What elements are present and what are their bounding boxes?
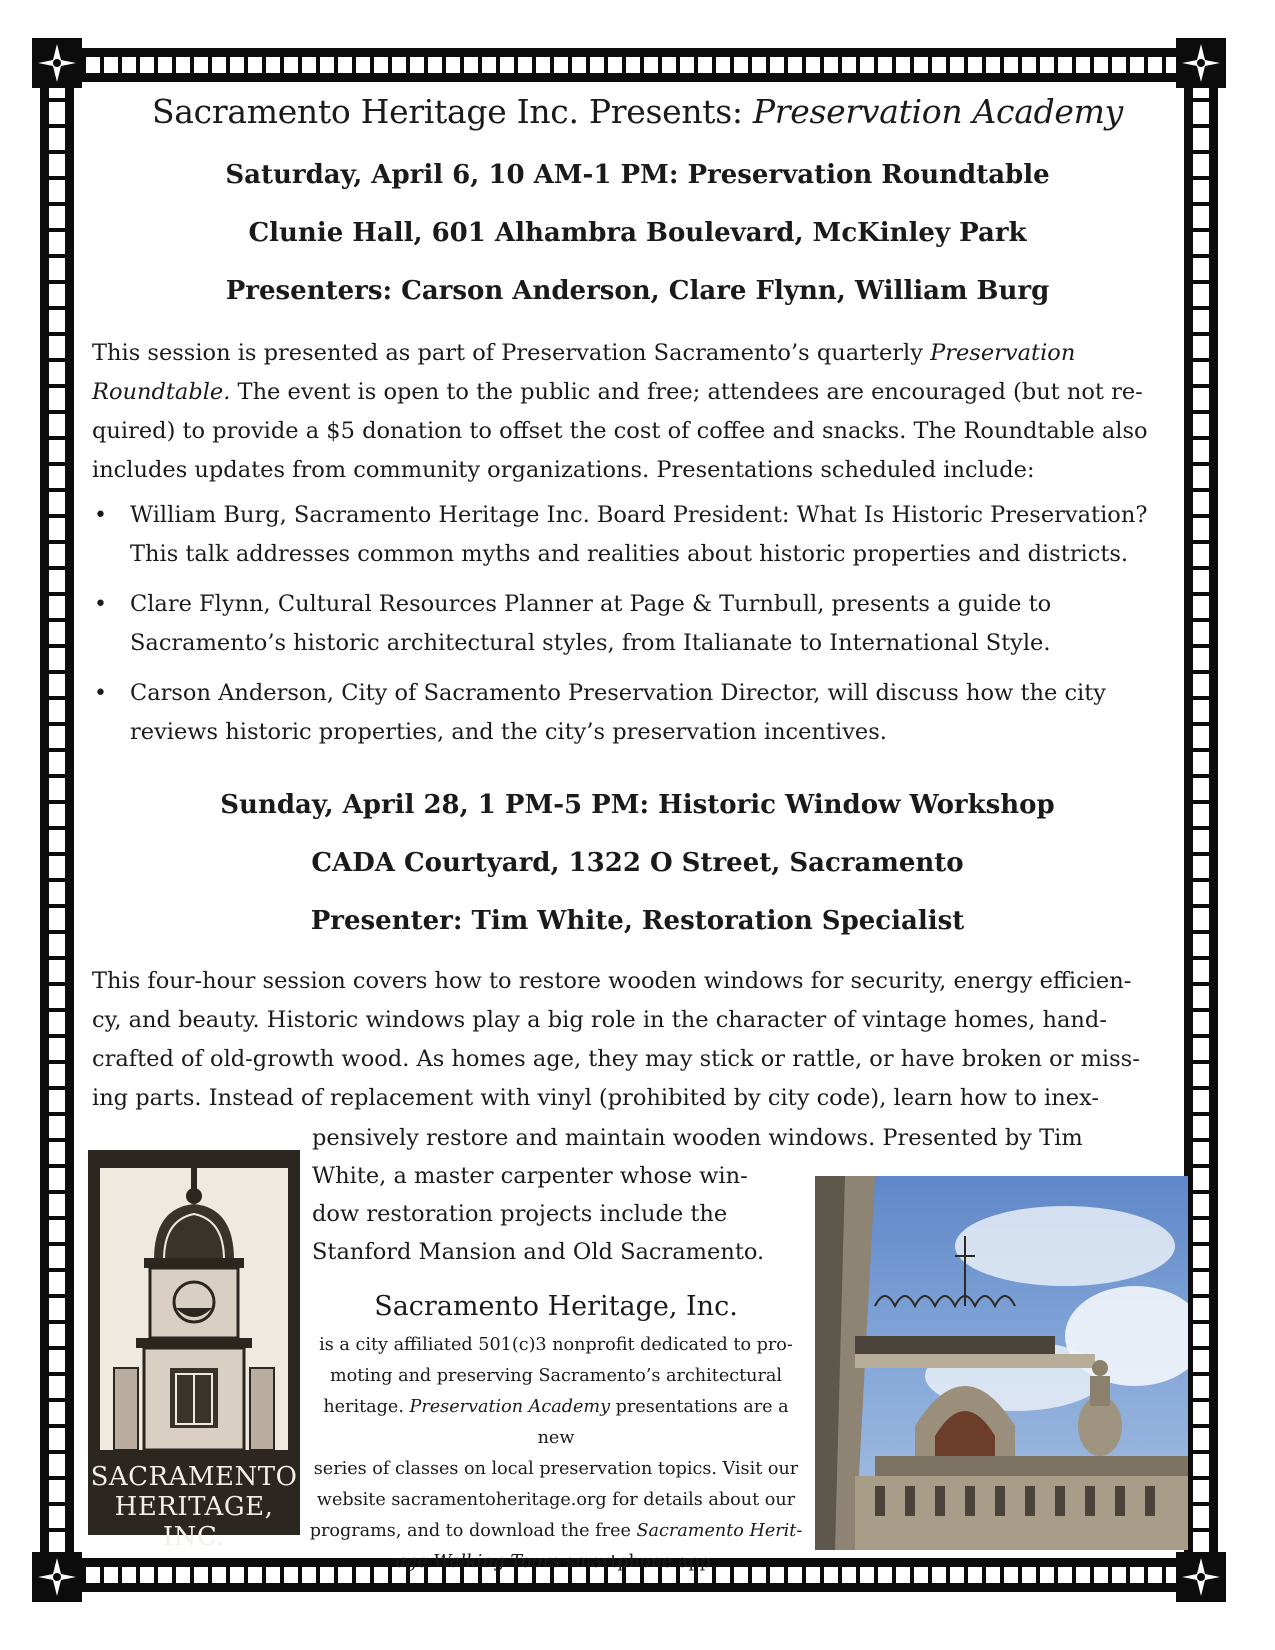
- event1-date: Saturday, April 6, 10 AM-1 PM: Preservation Roundtable: [225, 160, 1050, 190]
- list-item-text: Carson Anderson, City of Sacramento Preservation Director, will discuss how the city: [130, 680, 1106, 706]
- org-description: [306, 1330, 806, 1578]
- list-item-text: Clare Flynn, Cultural Resources Planner at Page & Turnbull, presents a guide to: [130, 591, 1052, 617]
- org-desc-line: moting and preserving Sacramento’s architectural: [329, 1366, 783, 1386]
- border-left: [40, 72, 74, 1578]
- org-desc-line: series of classes on local preservation topics. Visit our: [313, 1459, 799, 1479]
- org-desc-text: heritage.: [323, 1397, 410, 1417]
- corner-ornament-icon: [1176, 38, 1226, 88]
- desc-text: ing parts. Instead of replacement with vinyl (prohibited by city code), learn how to inex-: [92, 1085, 1099, 1111]
- corner-ornament-icon: [32, 38, 82, 88]
- list-item-text: reviews historic properties, and the city’s preservation incentives.: [130, 719, 887, 745]
- org-desc-italic: age Walking Tours: [395, 1552, 561, 1572]
- desc-text: Stanford Mansion and Old Sacramento.: [312, 1239, 765, 1265]
- presentation-list: [92, 496, 1182, 763]
- title-italic: Preservation Academy: [752, 92, 1123, 131]
- event2-location: CADA Courtyard, 1322 O Street, Sacramento: [311, 848, 964, 878]
- org-desc-text: smartphone app.: [560, 1552, 717, 1572]
- border-top: [64, 48, 1194, 82]
- list-item: [92, 585, 1182, 663]
- desc-text: includes updates from community organizations. Presentations scheduled include:: [92, 457, 1035, 483]
- title-prefix: Sacramento Heritage Inc. Presents:: [152, 92, 753, 131]
- bullet-icon: •: [94, 592, 107, 617]
- list-item: [92, 674, 1182, 752]
- desc-text: The event is open to the public and free; attendees are encouraged (but not re-: [230, 379, 1143, 405]
- bullet-icon: •: [94, 503, 107, 528]
- logo-line: HERITAGE, INC.: [114, 1492, 274, 1552]
- org-desc-line: is a city affiliated 501(c)3 nonprofit dedicated to pro-: [319, 1335, 793, 1355]
- corner-ornament-icon: [1176, 1552, 1226, 1602]
- bullet-icon: •: [94, 681, 107, 706]
- event2-date: Sunday, April 28, 1 PM-5 PM: Historic Window Workshop: [220, 790, 1055, 820]
- logo-line: SACRAMENTO: [90, 1462, 298, 1492]
- desc-text: White, a master carpenter whose win-: [312, 1163, 748, 1189]
- sacramento-heritage-logo: [88, 1150, 300, 1552]
- org-desc-italic: Sacramento Herit-: [636, 1521, 803, 1541]
- border-right: [1184, 72, 1218, 1578]
- event1-location: Clunie Hall, 601 Alhambra Boulevard, McKinley Park: [248, 218, 1027, 248]
- event1-description: [92, 334, 1182, 490]
- org-desc-text: programs, and to download the free: [309, 1521, 637, 1541]
- list-item-text: Sacramento’s historic architectural styles, from Italianate to International Style.: [130, 630, 1051, 656]
- historic-building-photo: [815, 1176, 1188, 1550]
- desc-text: This four-hour session covers how to restore wooden windows for security, energy efficien-: [92, 968, 1132, 994]
- org-desc-line: [306, 1547, 806, 1578]
- corner-ornament-icon: [32, 1552, 82, 1602]
- event2-presenter: Presenter: Tim White, Restoration Specialist: [310, 906, 965, 936]
- org-desc-line: website sacramentoheritage.org for details about our: [316, 1490, 796, 1510]
- list-item: [92, 496, 1182, 574]
- desc-text: dow restoration projects include the: [312, 1201, 728, 1227]
- desc-text: This session is presented as part of Preservation Sacramento’s quarterly: [92, 340, 931, 366]
- page-title: [90, 92, 1185, 131]
- event1-presenters: Presenters: Carson Anderson, Clare Flynn, William Burg: [225, 276, 1050, 306]
- desc-text: pensively restore and maintain wooden windows. Presented by Tim: [312, 1125, 1083, 1151]
- org-desc-text: presentations are a new: [537, 1397, 789, 1448]
- desc-text: cy, and beauty. Historic windows play a big role in the character of vintage homes, hand-: [92, 1007, 1107, 1033]
- desc-text: quired) to provide a $5 donation to offset the cost of coffee and snacks. The Roundtable also: [92, 418, 1148, 444]
- list-item-text: William Burg, Sacramento Heritage Inc. Board President: What Is Historic Preservation?: [130, 502, 1148, 528]
- org-desc-line: [306, 1392, 806, 1454]
- event2-description: [92, 962, 1182, 1118]
- org-desc-line: [306, 1516, 806, 1547]
- org-desc-italic: Preservation Academy: [409, 1397, 611, 1417]
- org-name: Sacramento Heritage, Inc.: [374, 1291, 738, 1322]
- desc-italic: Roundtable.: [92, 379, 231, 405]
- desc-italic: Preservation: [930, 340, 1076, 366]
- list-item-text: This talk addresses common myths and realities about historic properties and districts.: [130, 541, 1129, 567]
- desc-text: crafted of old-growth wood. As homes age, they may stick or rattle, or have broken or miss-: [92, 1046, 1140, 1072]
- building-tower-illustration: [100, 1168, 288, 1450]
- logo-text: [88, 1462, 300, 1552]
